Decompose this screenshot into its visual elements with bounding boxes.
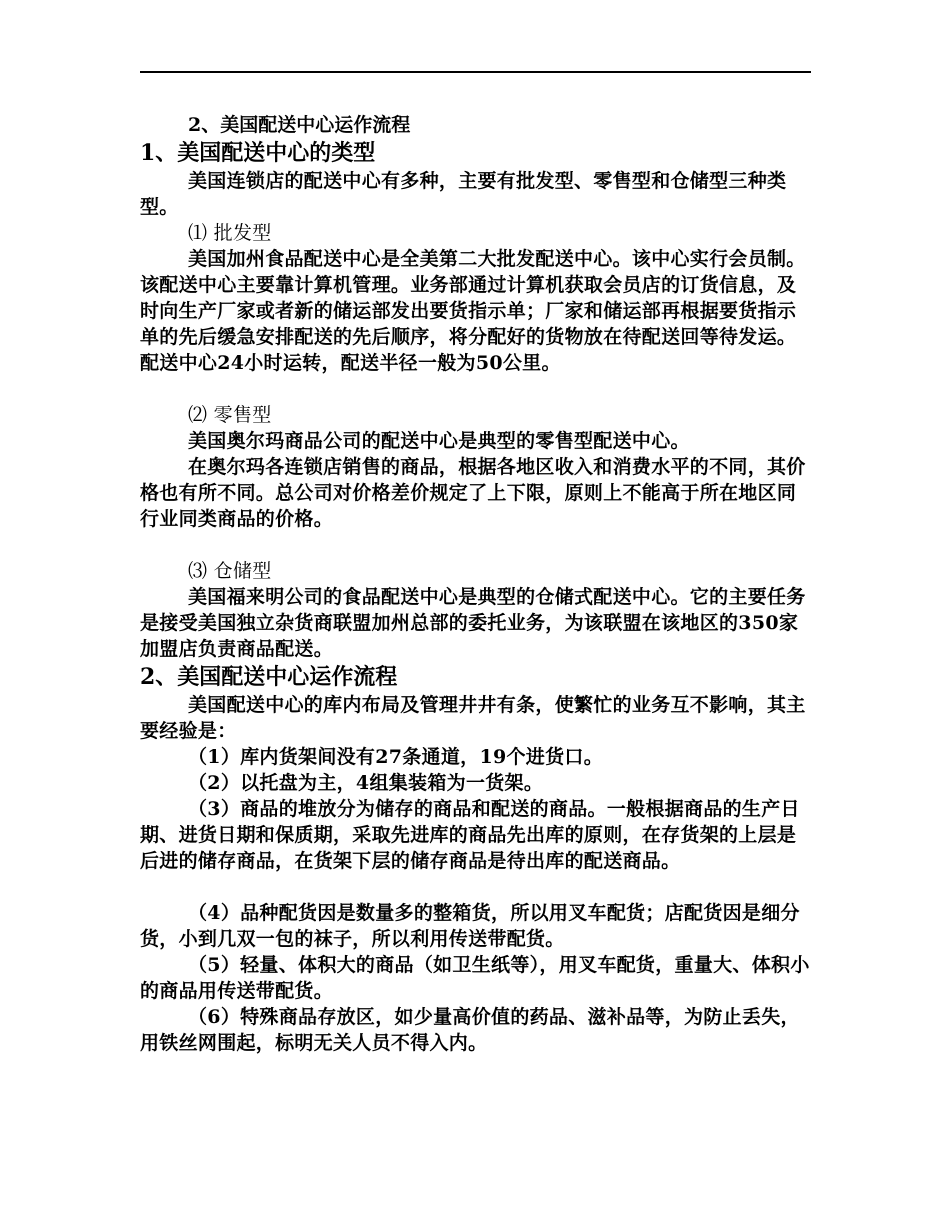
retail-title: ⑵ 零售型 [188,404,272,426]
document-body [140,112,815,1056]
retail-body-1: 美国奥尔玛商品公司的配送中心是典型的零售型配送中心。 [188,430,690,452]
spacer [140,874,815,900]
spacer [140,376,815,402]
warehouse-title: ⑶ 仓储型 [188,560,272,582]
section1-title: 1、美国配送中心的类型 [140,140,376,166]
list-item: （3）商品的堆放分为储存的商品和配送的商品。一般根据商品的生产日期、进货日期和保质期，采取先进库的商品先出库的原则，在存货架的上层是后进的储存商品，在货架下层的储存商品是待出库的配送商品。 [140,798,800,872]
section2-title: 2、美国配送中心运作流程 [140,664,398,690]
list-item: （5）轻量、体积大的商品（如卫生纸等），用叉车配货，重量大、体积小的商品用传送带配货。 [140,954,810,1002]
wholesale-body: 美国加州食品配送中心是全美第二大批发配送中心。该中心实行会员制。该配送中心主要靠计算机管理。业务部通过计算机获取会员店的订货信息，及时向生产厂家或者新的储运部发出要货指示单；厂家和储运部再根据要货指示单的先后缓急安排配送的先后顺序，将分配好的货物放在待配送回等待发运。配送中心24小时运转，配送半径一般为50公里。 [140,248,806,374]
retail-body-2: 在奥尔玛各连锁店销售的商品，根据各地区收入和消费水平的不同，其价格也有所不同。总公司对价格差价规定了上下限，原则上不能高于所在地区同行业同类商品的价格。 [140,456,806,530]
spacer [140,532,815,558]
wholesale-title: ⑴ 批发型 [188,222,272,244]
top-heading: 2、美国配送中心运作流程 [188,114,411,136]
list-item: （6）特殊商品存放区，如少量高价值的药品、滋补品等，为防止丢失，用铁丝网围起，标明无关人员不得入内。 [140,1006,800,1054]
list-item: （1）库内货架间没有27条通道，19个进货口。 [188,746,604,768]
list-item: （2）以托盘为主，4组集装箱为一货架。 [188,772,544,794]
section2-intro: 美国配送中心的库内布局及管理井井有条，使繁忙的业务互不影响，其主要经验是： [140,694,806,742]
warehouse-body: 美国福来明公司的食品配送中心是典型的仓储式配送中心。它的主要任务是接受美国独立杂货商联盟加州总部的委托业务，为该联盟在该地区的350家加盟店负责商品配送。 [140,586,806,660]
header-rule [140,71,811,73]
section1-intro: 美国连锁店的配送中心有多种，主要有批发型、零售型和仓储型三种类型。 [140,170,787,218]
list-item: （4）品种配货因是数量多的整箱货，所以用叉车配货；店配货因是细分货，小到几双一包的袜子，所以利用传送带配货。 [140,902,800,950]
